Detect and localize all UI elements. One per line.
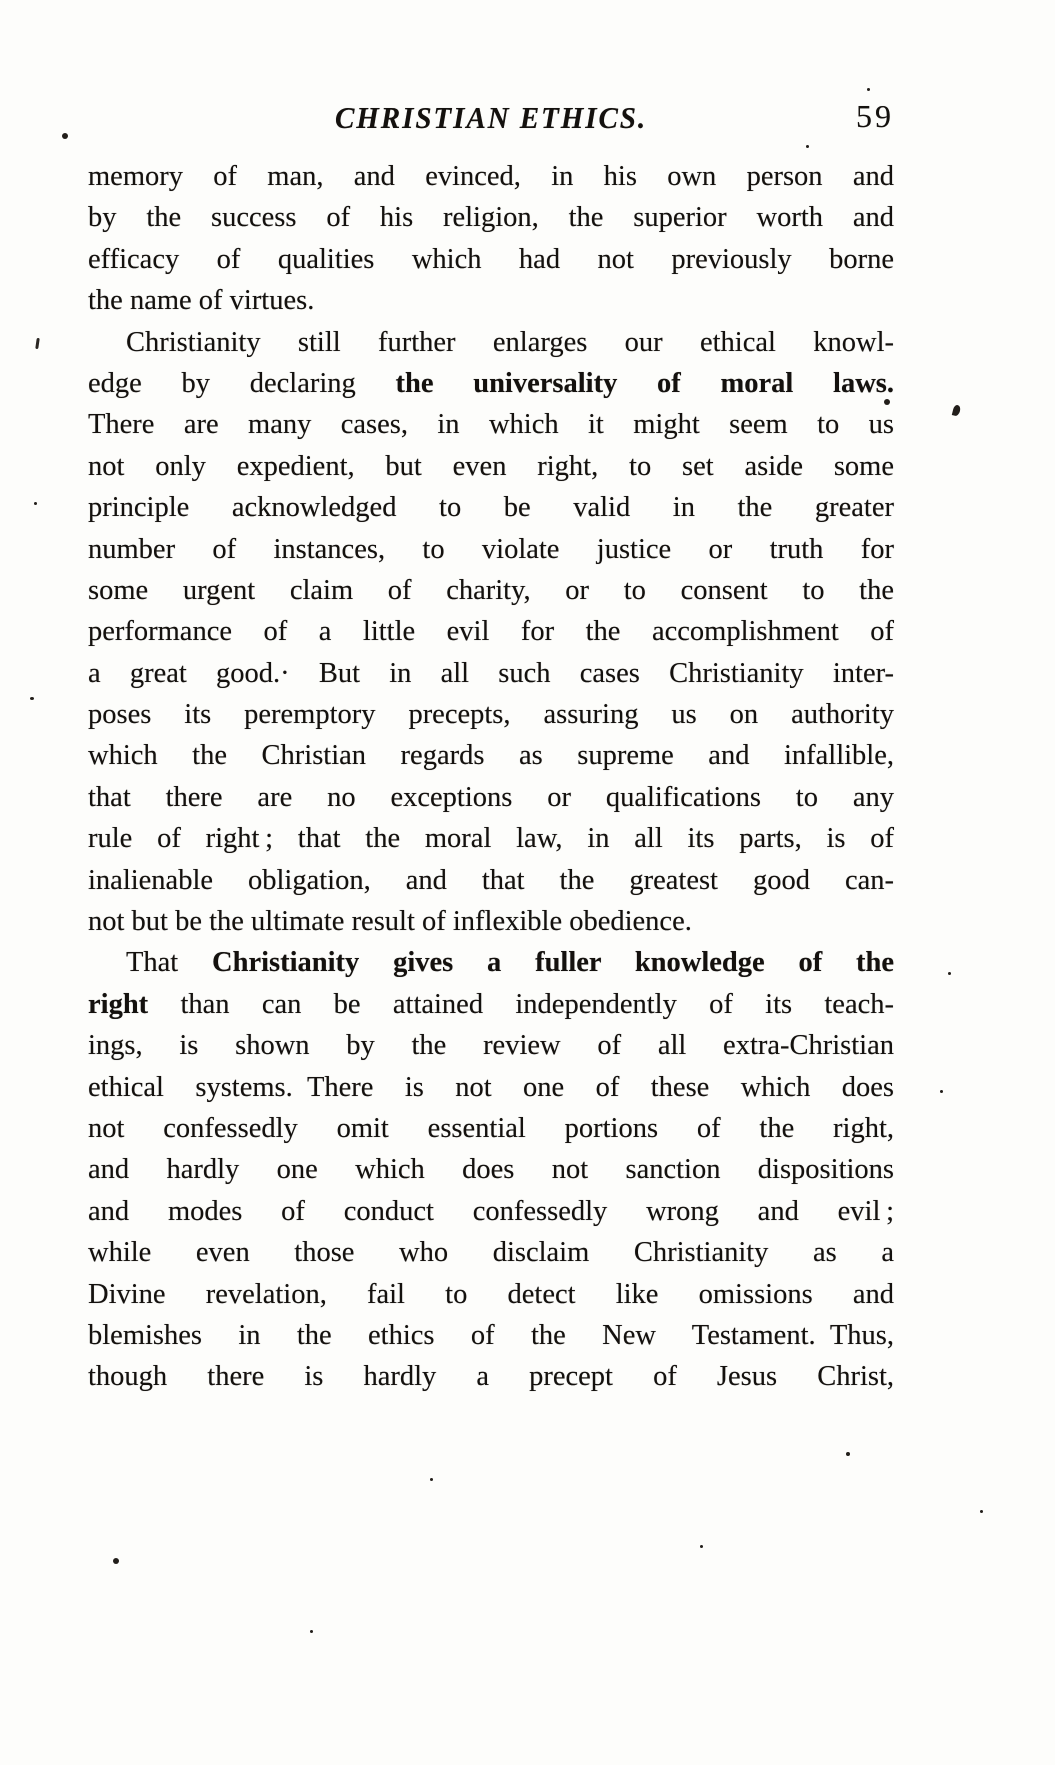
text-segment: memory of man, and evinced, in his own person and <box>88 161 894 192</box>
text-segment: principle acknowledged to be valid in the greater <box>88 492 894 524</box>
text-line <box>88 570 894 611</box>
scan-speckle <box>30 697 34 700</box>
text-line <box>88 653 894 694</box>
text-segment: edge by declaring <box>88 367 396 399</box>
text-segment: than can be attained independently of its teach- <box>148 988 894 1020</box>
text-segment: poses its peremptory precepts, assuring us on authority <box>88 699 894 731</box>
scan-speckle <box>980 1510 983 1513</box>
scan-speckle <box>940 1090 943 1093</box>
text-line <box>88 860 894 901</box>
scan-speckle <box>34 502 37 505</box>
page-number: 59 <box>856 98 894 134</box>
text-line <box>88 611 894 652</box>
body-text <box>88 156 894 1398</box>
scan-speckle <box>62 133 68 139</box>
emphasized-text: right <box>88 988 149 1020</box>
scan-speckle <box>806 145 809 148</box>
scan-speckle <box>884 399 890 405</box>
text-line <box>88 322 894 363</box>
ink-mark <box>952 404 961 416</box>
text-line <box>88 694 894 735</box>
text-line <box>88 1191 894 1232</box>
text-line <box>88 1315 894 1356</box>
text-segment: the name of virtues. <box>88 285 315 317</box>
scan-speckle <box>310 1630 313 1633</box>
text-segment: though there is hardly a precept of Jesus Christ, <box>88 1361 894 1393</box>
running-title: CHRISTIAN ETHICS. <box>334 100 648 135</box>
text-segment: not but be the ultimate result of inflexible obedience. <box>88 906 692 938</box>
scan-speckle <box>430 1478 433 1481</box>
text-line <box>88 404 894 445</box>
text-segment: rule of right ; that the moral law, in all its parts, is of <box>88 823 894 855</box>
text-segment: some urgent claim of charity, or to consent to the <box>88 574 894 606</box>
text-line <box>88 901 894 942</box>
paragraph <box>88 156 894 322</box>
text-line <box>88 984 894 1025</box>
text-segment: not confessedly omit essential portions of the right, <box>88 1112 894 1144</box>
paragraph <box>88 942 894 1397</box>
text-line <box>88 818 894 859</box>
text-line <box>88 446 894 487</box>
text-line <box>88 239 894 280</box>
page-header <box>88 98 894 146</box>
text-segment: by the success of his religion, the superior worth and <box>88 202 894 234</box>
text-segment: There are many cases, in which it might seem to us <box>88 409 894 441</box>
text-segment: performance of a little evil for the accomplishment of <box>88 616 894 648</box>
text-line <box>88 1108 894 1149</box>
text-segment: which the Christian regards as supreme and infallible, <box>88 740 894 772</box>
text-line <box>88 529 894 570</box>
text-line <box>88 363 894 404</box>
text-line <box>88 487 894 528</box>
emphasized-text: Christianity gives a fuller knowledge of the <box>212 947 894 979</box>
text-line <box>88 942 894 983</box>
scan-speckle <box>113 1558 119 1564</box>
text-segment: that there are no exceptions or qualifications to any <box>88 781 894 813</box>
text-line <box>88 777 894 818</box>
text-segment: inalienable obligation, and that the greatest good can- <box>88 864 894 896</box>
text-line <box>88 1025 894 1066</box>
scan-speckle <box>867 88 870 91</box>
text-segment: efficacy of qualities which had not previously borne <box>88 243 894 275</box>
text-segment: and modes of conduct confessedly wrong and evil ; <box>88 1195 894 1227</box>
text-segment: Christianity still further enlarges our ethical knowl- <box>126 326 894 358</box>
emphasized-text: the universality of moral laws. <box>395 367 895 399</box>
text-line <box>88 1149 894 1190</box>
text-line <box>88 156 894 197</box>
text-segment: ethical systems. There is not one of these which does <box>88 1071 894 1103</box>
ink-mark <box>35 338 40 349</box>
text-segment: not only expedient, but even right, to set aside some <box>88 450 894 482</box>
scan-speckle <box>846 1452 850 1456</box>
text-segment: number of instances, to violate justice or truth for <box>88 533 894 565</box>
text-segment: blemishes in the ethics of the New Testament. Thus, <box>88 1319 894 1351</box>
text-line <box>88 1274 894 1315</box>
text-line <box>88 1356 894 1397</box>
text-segment: while even those who disclaim Christianity as a <box>88 1237 894 1269</box>
text-segment: a great good.· But in all such cases Christianity inter- <box>88 657 894 689</box>
text-line <box>88 735 894 776</box>
paragraph <box>88 322 894 943</box>
text-line <box>88 280 894 321</box>
text-line <box>88 1232 894 1273</box>
scan-speckle <box>700 1545 703 1548</box>
text-segment: ings, is shown by the review of all extra-Christian <box>88 1030 894 1062</box>
text-segment: That <box>126 947 213 979</box>
text-segment: and hardly one which does not sanction dispositions <box>88 1154 894 1186</box>
text-line <box>88 197 894 238</box>
text-segment: Divine revelation, fail to detect like omissions and <box>88 1278 894 1310</box>
scan-speckle <box>948 972 951 975</box>
text-line <box>88 1067 894 1108</box>
